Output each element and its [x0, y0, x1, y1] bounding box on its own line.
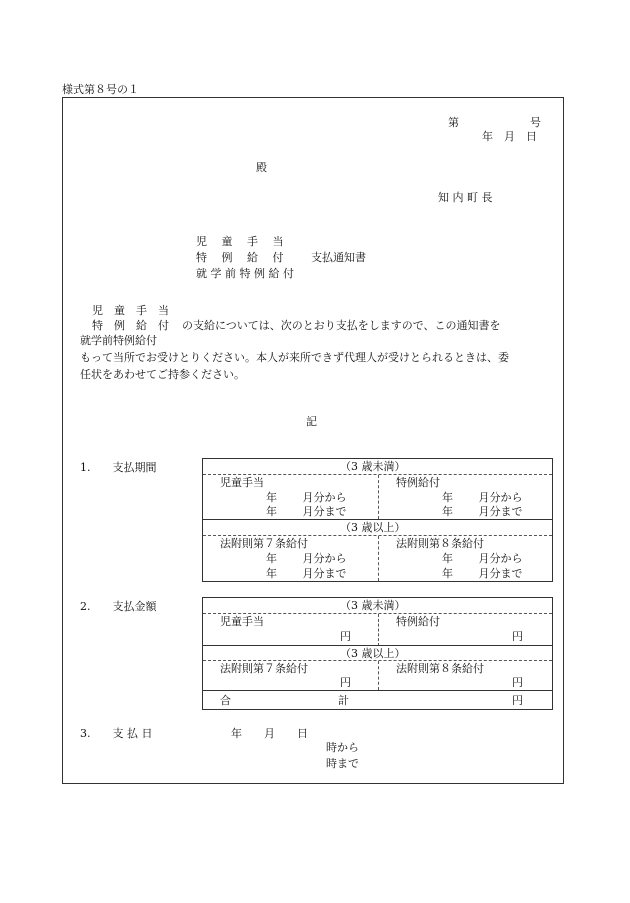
s3-from-time: 時から	[326, 741, 359, 754]
s1-ca-to: 年 月分まで	[266, 505, 347, 518]
s1-vdivider-2	[378, 536, 379, 581]
s3-date: 年 月 日	[231, 727, 308, 740]
form-label: 様式第８号の１	[62, 83, 139, 96]
body-stack-1: 児 童 手 当	[92, 304, 169, 317]
issue-date: 年 月 日	[482, 130, 537, 143]
s1-vdivider-1	[378, 475, 379, 519]
s1-divider-2	[203, 519, 552, 520]
body-line-2: 任状をあわせてご持参ください。	[80, 368, 245, 381]
s1-sb-to: 年 月分まで	[442, 505, 523, 518]
s2-over3-heading: （3 歳以上）	[340, 647, 406, 660]
s2-sb-yen: 円	[512, 630, 523, 643]
title-line-3: 就 学 前 特 例 給 付	[196, 267, 294, 280]
s1-art8: 法附則第８条給付	[396, 537, 484, 550]
body-stack-2: 特 例 給 付	[92, 319, 169, 332]
s1-art7-to: 年 月分まで	[266, 567, 347, 580]
s1-ca-from: 年 月分から	[266, 491, 347, 504]
body-stack-3: 就学前特例給付	[80, 334, 157, 347]
s1-child-allowance: 児童手当	[220, 476, 264, 489]
body-line-1: もって当所でお受けとりください。本人が来所できず代理人が受けとられるときは、委	[80, 351, 509, 364]
s2-under3-heading: （3 歳未満）	[340, 599, 406, 612]
title-line-2: 特 例 給 付	[196, 251, 284, 264]
s2-special-benefit: 特例給付	[396, 615, 440, 628]
s2-total-left: 合	[220, 694, 231, 707]
s1-art8-to: 年 月分まで	[442, 567, 523, 580]
s2-vdivider-2	[378, 661, 379, 690]
s1-special-benefit: 特例給付	[396, 476, 440, 489]
ki-heading: 記	[306, 415, 317, 428]
s1-sb-from: 年 月分から	[442, 491, 523, 504]
s2-child-allowance: 児童手当	[220, 615, 264, 628]
title-suffix: 支払通知書	[311, 251, 366, 264]
s2-art7: 法附則第７条給付	[220, 662, 308, 675]
s2-total-right: 計	[338, 694, 349, 707]
s1-over3-heading: （3 歳以上）	[340, 521, 406, 534]
s2-total-yen: 円	[512, 694, 523, 707]
s2-art7-yen: 円	[340, 676, 351, 689]
number-prefix: 第	[448, 116, 459, 129]
s1-under3-heading: （3 歳未満）	[340, 460, 406, 473]
s2-divider-4	[203, 690, 552, 691]
s1-art8-from: 年 月分から	[442, 552, 523, 565]
s1-art7-from: 年 月分から	[266, 552, 347, 565]
s3-to-time: 時まで	[326, 757, 359, 770]
s2-ca-yen: 円	[340, 630, 351, 643]
s2-art8-yen: 円	[512, 676, 523, 689]
body-stack-2-suffix: の支給については、次のとおり支払をしますので、この通知書を	[182, 319, 501, 332]
number-suffix: 号	[530, 116, 541, 129]
s2-art8: 法附則第８条給付	[396, 662, 484, 675]
section3-label: 3. 支 払 日	[80, 727, 153, 740]
s2-divider-2	[203, 645, 552, 646]
title-line-1: 児 童 手 当	[196, 235, 284, 248]
section2-label: 2. 支払金額	[80, 600, 157, 613]
s1-art7: 法附則第７条給付	[220, 537, 308, 550]
s2-vdivider-1	[378, 614, 379, 646]
sender: 知 内 町 長	[438, 191, 493, 204]
section1-label: 1. 支払期間	[80, 461, 157, 474]
addressee-suffix: 殿	[256, 161, 267, 174]
